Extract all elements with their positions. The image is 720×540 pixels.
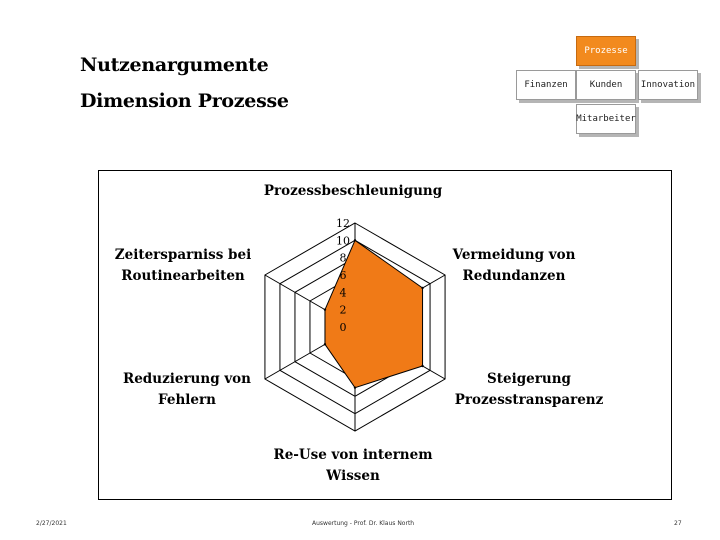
- tick-label: 10: [336, 234, 350, 248]
- category-label: Prozessbeschleunigung: [263, 183, 443, 199]
- category-label: Vermeidung von Redundanzen: [452, 247, 576, 284]
- radar-chart-frame: [98, 170, 672, 500]
- nav-box-kunden[interactable]: Kunden: [576, 70, 636, 100]
- tick-label: 4: [339, 286, 347, 300]
- slide-subtitle: Dimension Prozesse: [80, 90, 289, 112]
- category-label: Zeitersparniss bei Routinearbeiten: [114, 247, 252, 284]
- radar-chart: [99, 171, 671, 499]
- nav-box-mitarbeiter[interactable]: Mitarbeiter: [576, 104, 636, 134]
- data-point: [421, 365, 423, 367]
- category-label: Steigerung Prozesstransparenz: [454, 371, 604, 408]
- tick-label: 2: [339, 303, 347, 317]
- footer-page-number: 27: [674, 520, 682, 527]
- tick-label: 8: [339, 251, 347, 265]
- tick-label: 12: [336, 217, 350, 230]
- data-point: [324, 343, 326, 345]
- nav-box-finanzen[interactable]: Finanzen: [516, 70, 576, 100]
- footer-date: 2/27/2021: [36, 520, 67, 527]
- category-label: Re-Use von internem Wissen: [273, 447, 433, 484]
- data-point: [354, 239, 356, 241]
- footer-center-text: Auswertung - Prof. Dr. Klaus North: [312, 520, 415, 527]
- tick-label: 0: [339, 321, 347, 334]
- data-point: [354, 386, 356, 388]
- tick-label: 6: [339, 269, 347, 282]
- category-label: Reduzierung von Fehlern: [123, 371, 251, 408]
- nav-box-prozesse[interactable]: Prozesse: [576, 36, 636, 66]
- slide-title: Nutzenargumente: [80, 54, 269, 76]
- data-point: [324, 308, 326, 310]
- nav-box-innovation[interactable]: Innovation: [638, 70, 698, 100]
- data-point: [421, 287, 423, 289]
